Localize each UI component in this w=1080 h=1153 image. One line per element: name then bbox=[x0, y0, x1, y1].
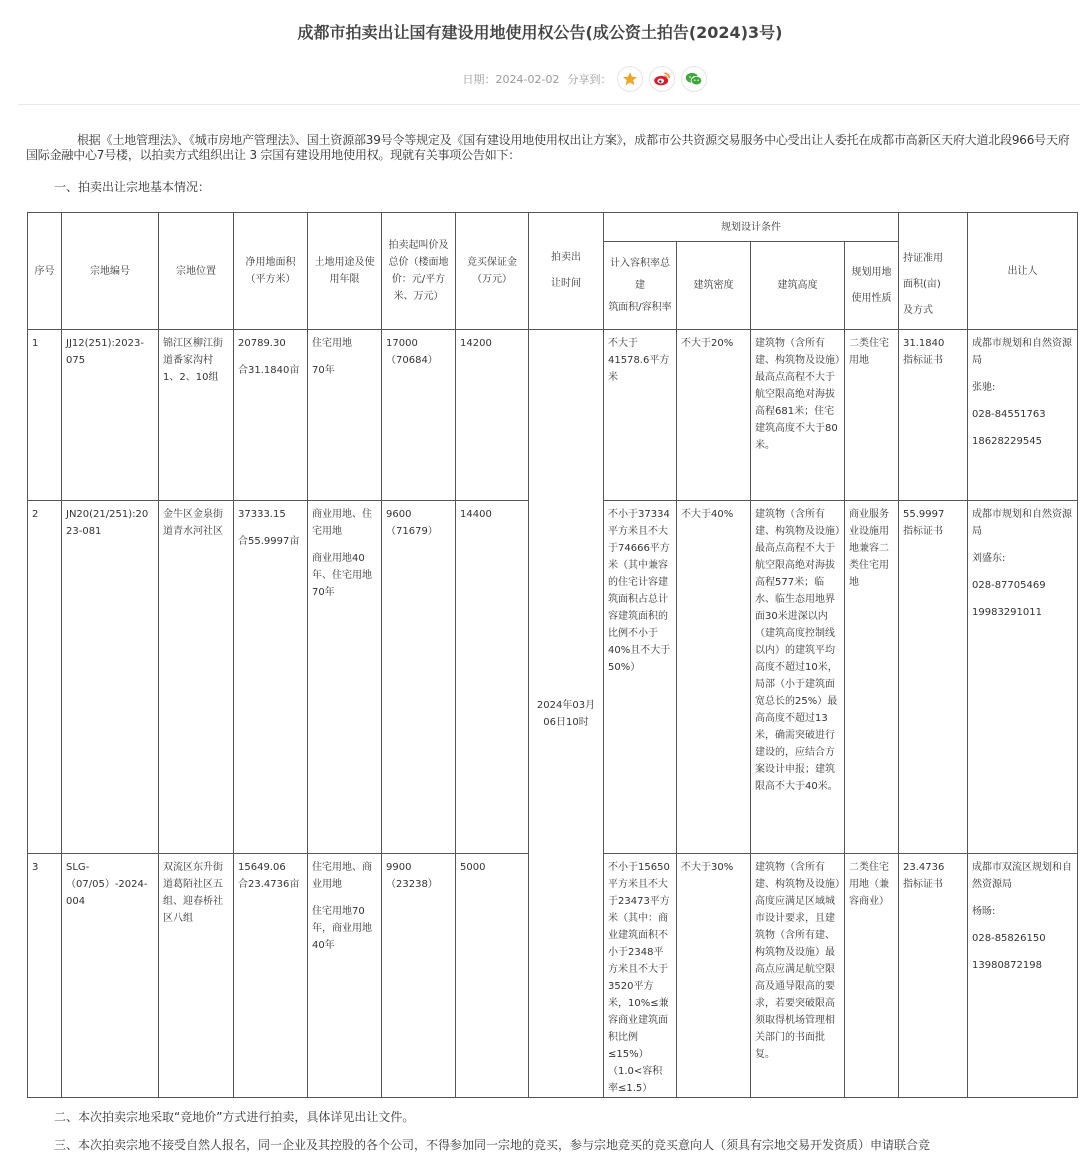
cell-deposit: 14200 bbox=[456, 330, 529, 501]
area-mu: 合55.9997亩 bbox=[238, 536, 300, 547]
publish-date: 2024-02-02 bbox=[495, 72, 560, 86]
usage-years: 商业用地40年、住宅用地70年 bbox=[312, 553, 372, 598]
area-mu: 合23.4736亩 bbox=[238, 879, 300, 890]
header-quota-line2: 面积(亩) bbox=[903, 279, 941, 291]
quota-type: 指标证书 bbox=[903, 526, 943, 537]
header-quota-line3: 及方式 bbox=[903, 305, 933, 317]
cell-nature: 商业服务业设施用地兼容二类住宅用地 bbox=[845, 501, 899, 854]
cell-density: 不大于40% bbox=[677, 501, 751, 854]
header-planning: 规划设计条件 bbox=[604, 213, 899, 242]
contact-mobile: 19983291011 bbox=[972, 607, 1042, 618]
divider bbox=[18, 104, 1080, 105]
quota-mu: 55.9997 bbox=[903, 509, 945, 520]
cell-location: 金牛区金泉街道青水河社区 bbox=[159, 501, 234, 854]
header-deposit: 竞买保证金（万元） bbox=[456, 213, 529, 330]
cell-grantor bbox=[968, 501, 1078, 854]
header-area: 净用地面积（平方米） bbox=[234, 213, 308, 330]
cell-price bbox=[382, 854, 456, 1098]
cell-code: JJ12(251):2023-075 bbox=[62, 330, 159, 501]
date-label: 日期： bbox=[462, 73, 496, 86]
cell-quota bbox=[899, 854, 968, 1098]
cell-usage bbox=[308, 501, 382, 854]
cell-deposit: 14400 bbox=[456, 501, 529, 854]
header-usage: 土地用途及使用年限 bbox=[308, 213, 382, 330]
cell-height: 建筑物（含所有建、构筑物及设施）最高点高程不大于航空限高绝对海拔高程577米；临水、临生态用地界面30米进深以内（建筑高度控制线以内）的建筑平均高度不超过10米，局部（小于建筑面宽总长的25%）最高高度不超过13米，确需突破进行建设的，应结合方案设计申报；建筑限高不大于40米。 bbox=[751, 501, 845, 854]
cell-code: JN20(21/251):2023-081 bbox=[62, 501, 159, 854]
cell-height: 建筑物（含所有建、构筑物及设施）高度应满足区域城市设计要求，且建筑物（含所有建、构筑物及设施）最高点应满足航空限高及通导限高的要求，若要突破限高须取得机场管理相关部门的书面批复。 bbox=[751, 854, 845, 1098]
share-wechat-button[interactable] bbox=[681, 66, 707, 92]
contact-mobile: 18628229545 bbox=[972, 436, 1042, 447]
quota-type: 指标证书 bbox=[903, 879, 943, 890]
header-price: 拍卖起叫价及总价（楼面地价：元/平方米、万元） bbox=[382, 213, 456, 330]
grantor-name: 成都市双流区规划和自然资源局 bbox=[972, 862, 1072, 890]
contact-phone: 028-84551763 bbox=[972, 409, 1046, 420]
grantor-name: 成都市规划和自然资源局 bbox=[972, 509, 1072, 537]
usage-type: 住宅用地、商业用地 bbox=[312, 862, 372, 890]
cell-quota bbox=[899, 501, 968, 854]
cell-density: 不大于30% bbox=[677, 854, 751, 1098]
header-far-line1: 计入容积率总建 bbox=[610, 257, 670, 291]
area-sqm: 15649.06 bbox=[238, 862, 286, 873]
table-row bbox=[28, 330, 1078, 501]
page-title: 成都市拍卖出让国有建设用地使用权公告(成公资土拍告(2024)3号) bbox=[297, 23, 783, 42]
start-price: 9900 bbox=[386, 862, 412, 873]
cell-seq: 3 bbox=[28, 854, 62, 1098]
wechat-icon bbox=[685, 71, 703, 87]
cell-auction-time: 2024年03月06日10时 bbox=[529, 330, 604, 1098]
cell-far: 不小于37334平方米且不大于74666平方米（其中兼容的住宅计容建筑面积占总计容建筑面积的比例不小于40%且不大于50%） bbox=[604, 501, 677, 854]
header-seq: 序号 bbox=[28, 213, 62, 330]
start-price: 9600 bbox=[386, 509, 412, 520]
header-auction-time-line1: 拍卖出 bbox=[551, 252, 581, 263]
total-price: （71679） bbox=[386, 526, 438, 537]
cell-price bbox=[382, 330, 456, 501]
area-sqm: 37333.15 bbox=[238, 509, 286, 520]
meta-bar bbox=[0, 66, 1080, 92]
header-nature-line1: 规划用地 bbox=[851, 266, 892, 278]
header-grantor: 出让人 bbox=[968, 213, 1078, 330]
header-auction-time bbox=[529, 213, 604, 330]
cell-height: 建筑物（含所有建、构筑物及设施）最高点高程不大于航空限高绝对海拔高程681米；住宅建筑高度不大于80米。 bbox=[751, 330, 845, 501]
share-label: 分享到： bbox=[567, 73, 612, 86]
usage-type: 商业用地、住宅用地 bbox=[312, 509, 372, 537]
cell-area bbox=[234, 854, 308, 1098]
contact-phone: 028-87705469 bbox=[972, 580, 1046, 591]
area-sqm: 20789.30 bbox=[238, 338, 286, 349]
cell-area bbox=[234, 330, 308, 501]
cell-nature: 二类住宅用地（兼容商业） bbox=[845, 854, 899, 1098]
contact-name: 刘盛东: bbox=[972, 553, 1006, 564]
header-far bbox=[604, 242, 677, 330]
cell-quota bbox=[899, 330, 968, 501]
cell-price bbox=[382, 501, 456, 854]
cell-grantor bbox=[968, 330, 1078, 501]
grantor-name: 成都市规划和自然资源局 bbox=[972, 338, 1072, 366]
cell-far: 不小于15650平方米且不大于23473平方米（其中：商业建筑面积不小于2348平方米且不大于3520平方米，10%≤兼容商业建筑面积比例≤15%）（1.0<容积率≤1.5） bbox=[604, 854, 677, 1098]
cell-grantor bbox=[968, 854, 1078, 1098]
share-weibo-button[interactable] bbox=[649, 66, 675, 92]
usage-years: 住宅用地70年，商业用地40年 bbox=[312, 906, 372, 951]
cell-code: SLG-（07/05）-2024-004 bbox=[62, 854, 159, 1098]
header-location: 宗地位置 bbox=[159, 213, 234, 330]
header-nature-line2: 使用性质 bbox=[851, 292, 892, 304]
header-nature bbox=[845, 242, 899, 330]
header-code: 宗地编号 bbox=[62, 213, 159, 330]
cell-usage bbox=[308, 854, 382, 1098]
table-header-row-1 bbox=[28, 213, 1078, 242]
share-favorite-button[interactable] bbox=[617, 66, 643, 92]
section-paragraph-3: 三、本次拍卖宗地不接受自然人报名，同一企业及其控股的各个公司，不得参加同一宗地的竞买，参与宗地竞买的竞买意向人（须具有宗地交易开发资质）申请联合竞 bbox=[54, 1138, 931, 1152]
star-icon bbox=[622, 71, 638, 87]
cell-location: 双流区东升街道葛陌社区五组、迎春桥社区八组 bbox=[159, 854, 234, 1098]
total-price: （23238） bbox=[386, 879, 438, 890]
section-paragraph-2: 二、本次拍卖宗地采取“竞地价”方式进行拍卖，具体详见出让文件。 bbox=[54, 1110, 415, 1124]
quota-mu: 23.4736 bbox=[903, 862, 945, 873]
cell-seq: 2 bbox=[28, 501, 62, 854]
cell-area bbox=[234, 501, 308, 854]
usage-years: 70年 bbox=[312, 365, 335, 376]
area-mu: 合31.1840亩 bbox=[238, 365, 300, 376]
cell-seq: 1 bbox=[28, 330, 62, 501]
usage-type: 住宅用地 bbox=[312, 338, 352, 349]
header-height: 建筑高度 bbox=[751, 242, 845, 330]
header-quota-line1: 持证准用 bbox=[903, 253, 943, 265]
quota-mu: 31.1840 bbox=[903, 338, 945, 349]
start-price: 17000 bbox=[386, 338, 418, 349]
cell-usage bbox=[308, 330, 382, 501]
contact-mobile: 13980872198 bbox=[972, 960, 1042, 971]
cell-location: 锦江区柳江街道番家沟村1、2、10组 bbox=[159, 330, 234, 501]
cell-nature: 二类住宅用地 bbox=[845, 330, 899, 501]
header-auction-time-line2: 让时间 bbox=[551, 278, 581, 289]
header-density: 建筑密度 bbox=[677, 242, 751, 330]
intro-paragraph: 根据《土地管理法》、《城市房地产管理法》、国土资源部39号令等规定及《国有建设用地使用权出让方案》，成都市公共资源交易服务中心受出让人委托在成都市高新区天府大道北段966号天府国际金融中心7号楼，以拍卖方式组织出让 3 宗国有建设用地使用权。现就有关事项公告如下： bbox=[26, 133, 1070, 162]
total-price: （70684） bbox=[386, 355, 438, 366]
header-quota bbox=[899, 242, 968, 330]
land-parcel-table bbox=[27, 212, 1078, 1098]
contact-phone: 028-85826150 bbox=[972, 933, 1046, 944]
weibo-icon bbox=[653, 71, 671, 87]
quota-type: 指标证书 bbox=[903, 355, 943, 366]
section-heading-1: 一、拍卖出让宗地基本情况： bbox=[54, 180, 211, 194]
cell-density: 不大于20% bbox=[677, 330, 751, 501]
contact-name: 张驰: bbox=[972, 382, 996, 393]
contact-name: 杨旸: bbox=[972, 906, 996, 917]
header-far-line2: 筑面积/容积率 bbox=[608, 301, 672, 313]
cell-deposit: 5000 bbox=[456, 854, 529, 1098]
cell-far: 不大于41578.6平方米 bbox=[604, 330, 677, 501]
